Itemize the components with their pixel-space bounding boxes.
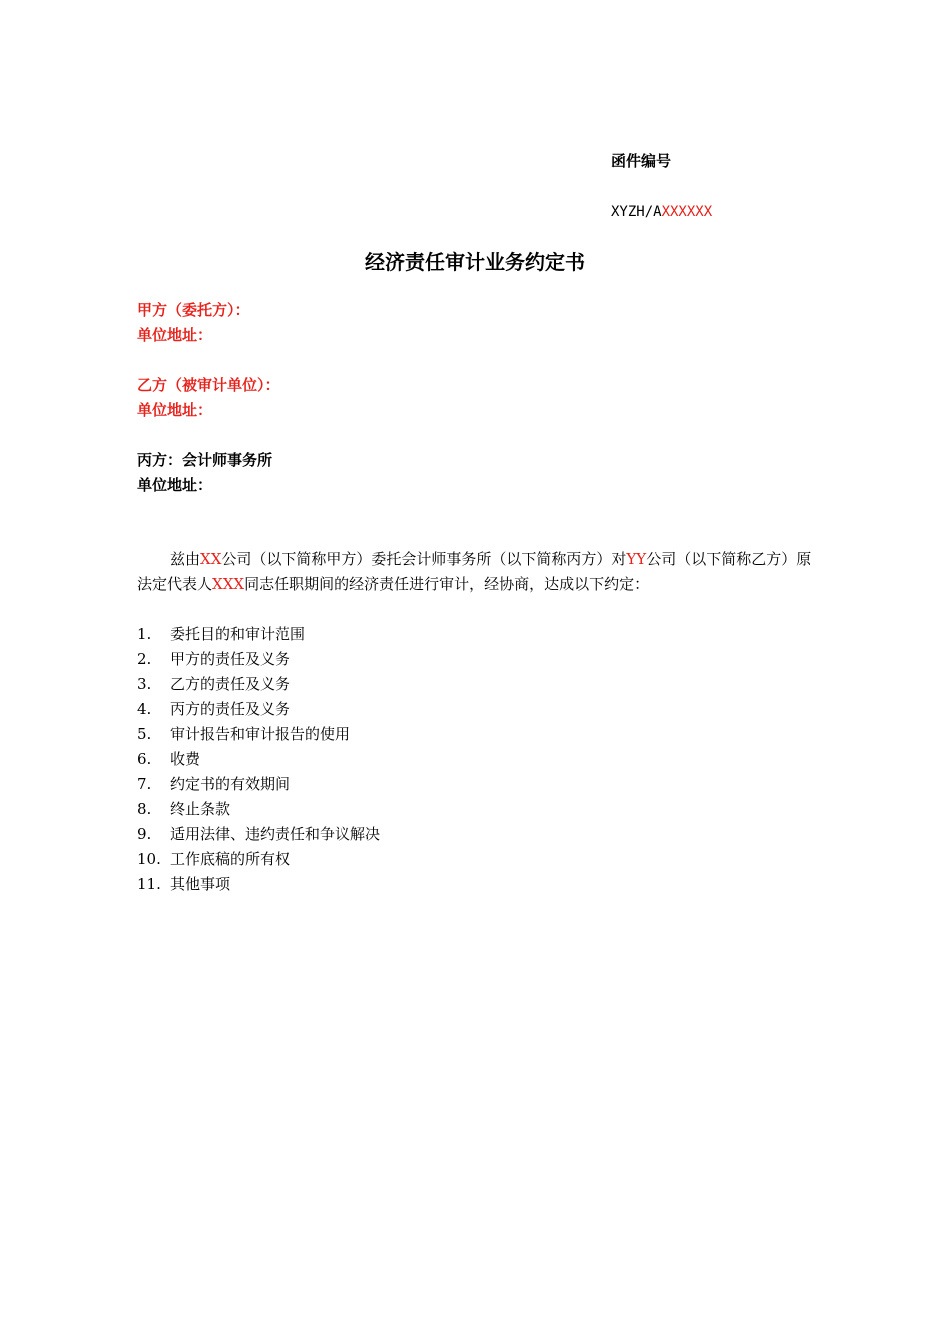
clause-item (137, 647, 380, 672)
party-a-address-label: 单位地址： (137, 326, 213, 344)
clause-text: 委托目的和审计范围 (170, 625, 306, 643)
document-title: 经济责任审计业务约定书 (365, 250, 585, 274)
party-b-address-label: 单位地址： (137, 401, 213, 419)
clause-text: 适用法律、违约责任和争议解决 (170, 825, 381, 843)
party-c-label: 丙方：会计师事务所 (137, 451, 273, 469)
clause-number: 5. (137, 725, 152, 743)
clause-item (137, 822, 380, 847)
clause-item (137, 747, 380, 772)
intro-paragraph (137, 547, 817, 597)
intro-text-3: 公司（以下简称乙方）原法定代表人 (137, 550, 812, 593)
intro-text-4: 同志任职期间的经济责任进行审计，经协商，达成以下约定： (244, 575, 650, 593)
clause-item (137, 797, 380, 822)
clause-text: 收费 (170, 750, 201, 768)
party-a-block (137, 298, 250, 348)
intro-text-1: 兹由 (170, 550, 201, 568)
clause-number: 9. (137, 825, 152, 843)
clause-item (137, 672, 380, 697)
clause-text: 工作底稿的所有权 (170, 850, 291, 868)
clause-number: 10. (137, 850, 161, 868)
clause-number: 3. (137, 675, 152, 693)
clause-item (137, 697, 380, 722)
party-c-block (137, 448, 272, 498)
letter-number-prefix: XYZH/A (611, 204, 662, 220)
clause-item (137, 772, 380, 797)
clause-number: 2. (137, 650, 152, 668)
clause-number: 1. (137, 625, 152, 643)
party-c-address-label: 单位地址： (137, 476, 213, 494)
letter-number-label: 函件编号 (611, 152, 672, 170)
clause-list (137, 622, 380, 897)
party-b-label: 乙方（被审计单位）： (137, 376, 280, 394)
clause-number: 7. (137, 775, 152, 793)
company-a-placeholder: XX (200, 550, 222, 568)
company-b-placeholder: YY (626, 550, 647, 568)
clause-text: 审计报告和审计报告的使用 (170, 725, 351, 743)
intro-text-2: 公司（以下简称甲方）委托会计师事务所（以下简称丙方）对 (221, 550, 627, 568)
clause-text: 终止条款 (170, 800, 231, 818)
clause-number: 6. (137, 750, 152, 768)
party-b-block (137, 373, 280, 423)
party-a-label: 甲方（委托方）： (137, 301, 250, 319)
clause-text: 约定书的有效期间 (170, 775, 291, 793)
clause-text: 丙方的责任及义务 (170, 700, 291, 718)
clause-number: 11. (137, 875, 161, 893)
clause-item (137, 722, 380, 747)
clause-text: 其他事项 (170, 875, 231, 893)
clause-text: 甲方的责任及义务 (170, 650, 291, 668)
letter-number (611, 202, 712, 222)
clause-item (137, 872, 380, 897)
clause-number: 4. (137, 700, 152, 718)
clause-item (137, 622, 380, 647)
clause-number: 8. (137, 800, 152, 818)
clause-item (137, 847, 380, 872)
person-placeholder: XXX (212, 575, 245, 593)
letter-number-placeholder: XXXXXX (661, 204, 713, 220)
clause-text: 乙方的责任及义务 (170, 675, 291, 693)
